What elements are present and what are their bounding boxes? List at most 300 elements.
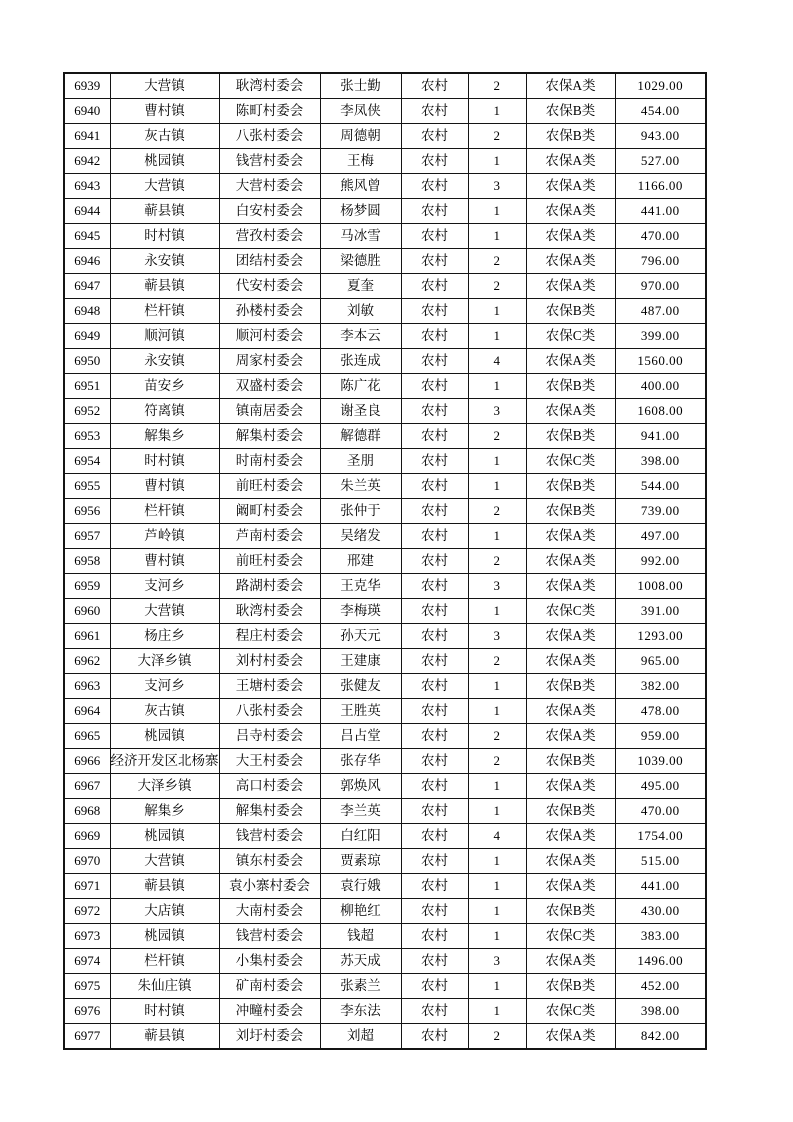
cell-amount: 391.00: [615, 599, 706, 624]
cell-amount: 383.00: [615, 924, 706, 949]
cell-village: 钱营村委会: [219, 924, 320, 949]
cell-type: 农村: [401, 124, 468, 149]
cell-count: 1: [468, 449, 526, 474]
table-row: [64, 299, 706, 324]
cell-town: 芦岭镇: [110, 524, 219, 549]
cell-count: 1: [468, 524, 526, 549]
cell-town: 时村镇: [110, 999, 219, 1024]
cell-category: 农保A类: [526, 624, 615, 649]
cell-town: 支河乡: [110, 674, 219, 699]
cell-type: 农村: [401, 999, 468, 1024]
cell-name: 李梅瑛: [320, 599, 401, 624]
cell-name: 梁德胜: [320, 249, 401, 274]
cell-town: 永安镇: [110, 349, 219, 374]
cell-town: 大营镇: [110, 73, 219, 99]
table-row: [64, 399, 706, 424]
cell-type: 农村: [401, 449, 468, 474]
cell-name: 王克华: [320, 574, 401, 599]
cell-name: 张连成: [320, 349, 401, 374]
cell-category: 农保A类: [526, 73, 615, 99]
cell-town: 时村镇: [110, 449, 219, 474]
cell-town: 桃园镇: [110, 149, 219, 174]
cell-town: 蕲县镇: [110, 199, 219, 224]
cell-name: 解德群: [320, 424, 401, 449]
table-row: [64, 249, 706, 274]
cell-town: 曹村镇: [110, 474, 219, 499]
cell-category: 农保A类: [526, 1024, 615, 1050]
cell-seq: 6957: [64, 524, 110, 549]
table-row: [64, 799, 706, 824]
cell-amount: 382.00: [615, 674, 706, 699]
cell-name: 吴绪发: [320, 524, 401, 549]
cell-name: 王建康: [320, 649, 401, 674]
cell-type: 农村: [401, 599, 468, 624]
cell-seq: 6943: [64, 174, 110, 199]
cell-name: 张仲于: [320, 499, 401, 524]
cell-seq: 6953: [64, 424, 110, 449]
cell-seq: 6976: [64, 999, 110, 1024]
cell-category: 农保C类: [526, 924, 615, 949]
cell-category: 农保A类: [526, 549, 615, 574]
table-row: [64, 174, 706, 199]
cell-count: 1: [468, 99, 526, 124]
cell-type: 农村: [401, 874, 468, 899]
cell-category: 农保C类: [526, 999, 615, 1024]
cell-count: 4: [468, 824, 526, 849]
cell-count: 4: [468, 349, 526, 374]
cell-count: 1: [468, 299, 526, 324]
cell-count: 1: [468, 974, 526, 999]
table-row: [64, 124, 706, 149]
cell-amount: 992.00: [615, 549, 706, 574]
cell-count: 1: [468, 224, 526, 249]
cell-village: 阚町村委会: [219, 499, 320, 524]
cell-village: 孙楼村委会: [219, 299, 320, 324]
table-row: [64, 99, 706, 124]
cell-amount: 842.00: [615, 1024, 706, 1050]
cell-count: 3: [468, 174, 526, 199]
cell-amount: 1754.00: [615, 824, 706, 849]
cell-type: 农村: [401, 224, 468, 249]
cell-seq: 6956: [64, 499, 110, 524]
cell-seq: 6948: [64, 299, 110, 324]
table-row: [64, 549, 706, 574]
cell-town: 朱仙庄镇: [110, 974, 219, 999]
cell-village: 陈町村委会: [219, 99, 320, 124]
cell-amount: 970.00: [615, 274, 706, 299]
cell-amount: 1039.00: [615, 749, 706, 774]
records-table: [63, 72, 707, 1050]
cell-amount: 398.00: [615, 999, 706, 1024]
cell-town: 经济开发区北杨寨: [110, 749, 219, 774]
cell-category: 农保A类: [526, 724, 615, 749]
cell-amount: 544.00: [615, 474, 706, 499]
cell-town: 顺河镇: [110, 324, 219, 349]
cell-town: 时村镇: [110, 224, 219, 249]
cell-village: 刘村村委会: [219, 649, 320, 674]
table-row: [64, 374, 706, 399]
cell-category: 农保A类: [526, 524, 615, 549]
cell-amount: 515.00: [615, 849, 706, 874]
cell-seq: 6951: [64, 374, 110, 399]
cell-count: 1: [468, 924, 526, 949]
cell-name: 李本云: [320, 324, 401, 349]
cell-amount: 452.00: [615, 974, 706, 999]
cell-count: 1: [468, 799, 526, 824]
table-row: [64, 999, 706, 1024]
cell-village: 解集村委会: [219, 424, 320, 449]
cell-type: 农村: [401, 499, 468, 524]
cell-category: 农保A类: [526, 399, 615, 424]
table-row: [64, 674, 706, 699]
cell-type: 农村: [401, 799, 468, 824]
cell-village: 小集村委会: [219, 949, 320, 974]
cell-type: 农村: [401, 374, 468, 399]
cell-name: 张健友: [320, 674, 401, 699]
cell-village: 芦南村委会: [219, 524, 320, 549]
cell-town: 栏杆镇: [110, 499, 219, 524]
cell-type: 农村: [401, 674, 468, 699]
cell-seq: 6973: [64, 924, 110, 949]
cell-seq: 6952: [64, 399, 110, 424]
cell-town: 大营镇: [110, 599, 219, 624]
cell-town: 解集乡: [110, 424, 219, 449]
cell-type: 农村: [401, 524, 468, 549]
cell-count: 1: [468, 699, 526, 724]
cell-category: 农保B类: [526, 374, 615, 399]
cell-seq: 6945: [64, 224, 110, 249]
cell-seq: 6969: [64, 824, 110, 849]
cell-amount: 1166.00: [615, 174, 706, 199]
cell-type: 农村: [401, 749, 468, 774]
cell-count: 1: [468, 849, 526, 874]
cell-village: 钱营村委会: [219, 824, 320, 849]
cell-amount: 495.00: [615, 774, 706, 799]
cell-town: 大店镇: [110, 899, 219, 924]
cell-name: 邢建: [320, 549, 401, 574]
cell-count: 2: [468, 1024, 526, 1050]
cell-seq: 6954: [64, 449, 110, 474]
cell-seq: 6949: [64, 324, 110, 349]
cell-type: 农村: [401, 824, 468, 849]
cell-town: 解集乡: [110, 799, 219, 824]
cell-town: 符离镇: [110, 399, 219, 424]
cell-type: 农村: [401, 424, 468, 449]
cell-seq: 6959: [64, 574, 110, 599]
cell-category: 农保A类: [526, 649, 615, 674]
cell-type: 农村: [401, 974, 468, 999]
cell-count: 2: [468, 274, 526, 299]
cell-type: 农村: [401, 549, 468, 574]
cell-name: 周德朝: [320, 124, 401, 149]
cell-village: 双盛村委会: [219, 374, 320, 399]
cell-town: 桃园镇: [110, 724, 219, 749]
table-row: [64, 774, 706, 799]
table-row: [64, 749, 706, 774]
cell-name: 张存华: [320, 749, 401, 774]
table-row: [64, 424, 706, 449]
cell-seq: 6968: [64, 799, 110, 824]
table-row: [64, 349, 706, 374]
cell-amount: 1293.00: [615, 624, 706, 649]
cell-count: 1: [468, 199, 526, 224]
cell-town: 支河乡: [110, 574, 219, 599]
cell-amount: 1008.00: [615, 574, 706, 599]
cell-seq: 6950: [64, 349, 110, 374]
table-row: [64, 924, 706, 949]
cell-town: 大泽乡镇: [110, 649, 219, 674]
cell-count: 2: [468, 499, 526, 524]
cell-name: 苏天成: [320, 949, 401, 974]
cell-seq: 6955: [64, 474, 110, 499]
cell-name: 李凤侠: [320, 99, 401, 124]
cell-type: 农村: [401, 274, 468, 299]
cell-name: 杨梦圆: [320, 199, 401, 224]
cell-type: 农村: [401, 73, 468, 99]
cell-count: 2: [468, 649, 526, 674]
cell-type: 农村: [401, 249, 468, 274]
cell-type: 农村: [401, 624, 468, 649]
cell-village: 高口村委会: [219, 774, 320, 799]
cell-count: 1: [468, 899, 526, 924]
cell-seq: 6942: [64, 149, 110, 174]
cell-count: 1: [468, 774, 526, 799]
table-row: [64, 474, 706, 499]
cell-village: 八张村委会: [219, 699, 320, 724]
cell-category: 农保A类: [526, 774, 615, 799]
cell-village: 前旺村委会: [219, 549, 320, 574]
cell-type: 农村: [401, 149, 468, 174]
cell-village: 八张村委会: [219, 124, 320, 149]
cell-type: 农村: [401, 99, 468, 124]
cell-category: 农保B类: [526, 474, 615, 499]
table-row: [64, 649, 706, 674]
cell-type: 农村: [401, 174, 468, 199]
cell-amount: 1608.00: [615, 399, 706, 424]
table-body: [64, 73, 706, 1049]
cell-type: 农村: [401, 324, 468, 349]
cell-category: 农保B类: [526, 124, 615, 149]
cell-type: 农村: [401, 849, 468, 874]
cell-category: 农保A类: [526, 824, 615, 849]
cell-count: 1: [468, 999, 526, 1024]
cell-count: 2: [468, 249, 526, 274]
cell-amount: 441.00: [615, 874, 706, 899]
cell-type: 农村: [401, 349, 468, 374]
cell-name: 陈广花: [320, 374, 401, 399]
cell-village: 大营村委会: [219, 174, 320, 199]
cell-category: 农保A类: [526, 199, 615, 224]
cell-category: 农保A类: [526, 249, 615, 274]
cell-village: 路湖村委会: [219, 574, 320, 599]
cell-amount: 497.00: [615, 524, 706, 549]
cell-village: 大南村委会: [219, 899, 320, 924]
cell-count: 1: [468, 474, 526, 499]
cell-type: 农村: [401, 1024, 468, 1050]
cell-village: 团结村委会: [219, 249, 320, 274]
cell-seq: 6974: [64, 949, 110, 974]
cell-category: 农保B类: [526, 99, 615, 124]
cell-village: 刘圩村委会: [219, 1024, 320, 1050]
cell-type: 农村: [401, 574, 468, 599]
cell-village: 前旺村委会: [219, 474, 320, 499]
cell-seq: 6972: [64, 899, 110, 924]
cell-category: 农保C类: [526, 599, 615, 624]
cell-category: 农保B类: [526, 974, 615, 999]
table-row: [64, 574, 706, 599]
cell-amount: 487.00: [615, 299, 706, 324]
cell-amount: 965.00: [615, 649, 706, 674]
table-row: [64, 149, 706, 174]
cell-name: 钱超: [320, 924, 401, 949]
table-row: [64, 599, 706, 624]
cell-village: 冲疃村委会: [219, 999, 320, 1024]
cell-village: 吕寺村委会: [219, 724, 320, 749]
cell-seq: 6960: [64, 599, 110, 624]
cell-name: 刘敏: [320, 299, 401, 324]
cell-village: 钱营村委会: [219, 149, 320, 174]
cell-amount: 470.00: [615, 799, 706, 824]
cell-name: 李兰英: [320, 799, 401, 824]
cell-town: 杨庄乡: [110, 624, 219, 649]
cell-amount: 398.00: [615, 449, 706, 474]
cell-category: 农保B类: [526, 799, 615, 824]
cell-name: 谢圣良: [320, 399, 401, 424]
cell-name: 吕占堂: [320, 724, 401, 749]
cell-village: 解集村委会: [219, 799, 320, 824]
cell-name: 白红阳: [320, 824, 401, 849]
cell-village: 周家村委会: [219, 349, 320, 374]
cell-name: 李东法: [320, 999, 401, 1024]
cell-count: 2: [468, 724, 526, 749]
cell-amount: 470.00: [615, 224, 706, 249]
cell-town: 灰古镇: [110, 124, 219, 149]
cell-seq: 6961: [64, 624, 110, 649]
cell-count: 3: [468, 574, 526, 599]
cell-seq: 6958: [64, 549, 110, 574]
cell-seq: 6964: [64, 699, 110, 724]
cell-amount: 430.00: [615, 899, 706, 924]
cell-town: 蕲县镇: [110, 274, 219, 299]
cell-name: 孙天元: [320, 624, 401, 649]
cell-amount: 399.00: [615, 324, 706, 349]
cell-type: 农村: [401, 474, 468, 499]
cell-name: 夏奎: [320, 274, 401, 299]
cell-count: 1: [468, 324, 526, 349]
cell-name: 袁行娥: [320, 874, 401, 899]
cell-town: 曹村镇: [110, 549, 219, 574]
cell-type: 农村: [401, 649, 468, 674]
cell-amount: 1560.00: [615, 349, 706, 374]
cell-town: 大营镇: [110, 174, 219, 199]
table-row: [64, 899, 706, 924]
cell-town: 大营镇: [110, 849, 219, 874]
cell-category: 农保A类: [526, 849, 615, 874]
cell-type: 农村: [401, 924, 468, 949]
cell-category: 农保C类: [526, 449, 615, 474]
table-row: [64, 824, 706, 849]
cell-amount: 441.00: [615, 199, 706, 224]
cell-count: 3: [468, 399, 526, 424]
cell-town: 栏杆镇: [110, 299, 219, 324]
cell-count: 1: [468, 374, 526, 399]
cell-name: 刘超: [320, 1024, 401, 1050]
cell-category: 农保B类: [526, 299, 615, 324]
cell-town: 曹村镇: [110, 99, 219, 124]
cell-count: 3: [468, 624, 526, 649]
table-row: [64, 499, 706, 524]
cell-type: 农村: [401, 899, 468, 924]
cell-village: 矿南村委会: [219, 974, 320, 999]
cell-seq: 6967: [64, 774, 110, 799]
table-row: [64, 274, 706, 299]
cell-town: 苗安乡: [110, 374, 219, 399]
cell-category: 农保B类: [526, 424, 615, 449]
cell-village: 代安村委会: [219, 274, 320, 299]
cell-type: 农村: [401, 199, 468, 224]
cell-seq: 6940: [64, 99, 110, 124]
cell-type: 农村: [401, 299, 468, 324]
cell-seq: 6941: [64, 124, 110, 149]
cell-seq: 6939: [64, 73, 110, 99]
table-row: [64, 1024, 706, 1050]
cell-category: 农保A类: [526, 699, 615, 724]
cell-seq: 6971: [64, 874, 110, 899]
cell-seq: 6977: [64, 1024, 110, 1050]
cell-name: 朱兰英: [320, 474, 401, 499]
cell-count: 1: [468, 599, 526, 624]
cell-type: 农村: [401, 399, 468, 424]
cell-amount: 941.00: [615, 424, 706, 449]
cell-category: 农保B类: [526, 899, 615, 924]
cell-town: 蕲县镇: [110, 874, 219, 899]
cell-amount: 1496.00: [615, 949, 706, 974]
cell-count: 2: [468, 424, 526, 449]
cell-category: 农保A类: [526, 149, 615, 174]
cell-name: 王梅: [320, 149, 401, 174]
cell-village: 王塘村委会: [219, 674, 320, 699]
cell-category: 农保A类: [526, 174, 615, 199]
cell-count: 3: [468, 949, 526, 974]
cell-category: 农保A类: [526, 574, 615, 599]
cell-type: 农村: [401, 699, 468, 724]
table-row: [64, 849, 706, 874]
cell-type: 农村: [401, 949, 468, 974]
cell-category: 农保A类: [526, 349, 615, 374]
cell-seq: 6975: [64, 974, 110, 999]
cell-town: 桃园镇: [110, 924, 219, 949]
cell-seq: 6965: [64, 724, 110, 749]
cell-name: 郭焕风: [320, 774, 401, 799]
cell-category: 农保C类: [526, 324, 615, 349]
cell-amount: 959.00: [615, 724, 706, 749]
cell-village: 顺河村委会: [219, 324, 320, 349]
cell-seq: 6947: [64, 274, 110, 299]
cell-village: 营孜村委会: [219, 224, 320, 249]
cell-village: 耿湾村委会: [219, 599, 320, 624]
cell-village: 耿湾村委会: [219, 73, 320, 99]
cell-town: 大泽乡镇: [110, 774, 219, 799]
cell-name: 张素兰: [320, 974, 401, 999]
cell-seq: 6962: [64, 649, 110, 674]
cell-village: 白安村委会: [219, 199, 320, 224]
cell-seq: 6944: [64, 199, 110, 224]
cell-amount: 943.00: [615, 124, 706, 149]
cell-category: 农保B类: [526, 749, 615, 774]
cell-count: 2: [468, 73, 526, 99]
cell-seq: 6946: [64, 249, 110, 274]
cell-count: 2: [468, 749, 526, 774]
